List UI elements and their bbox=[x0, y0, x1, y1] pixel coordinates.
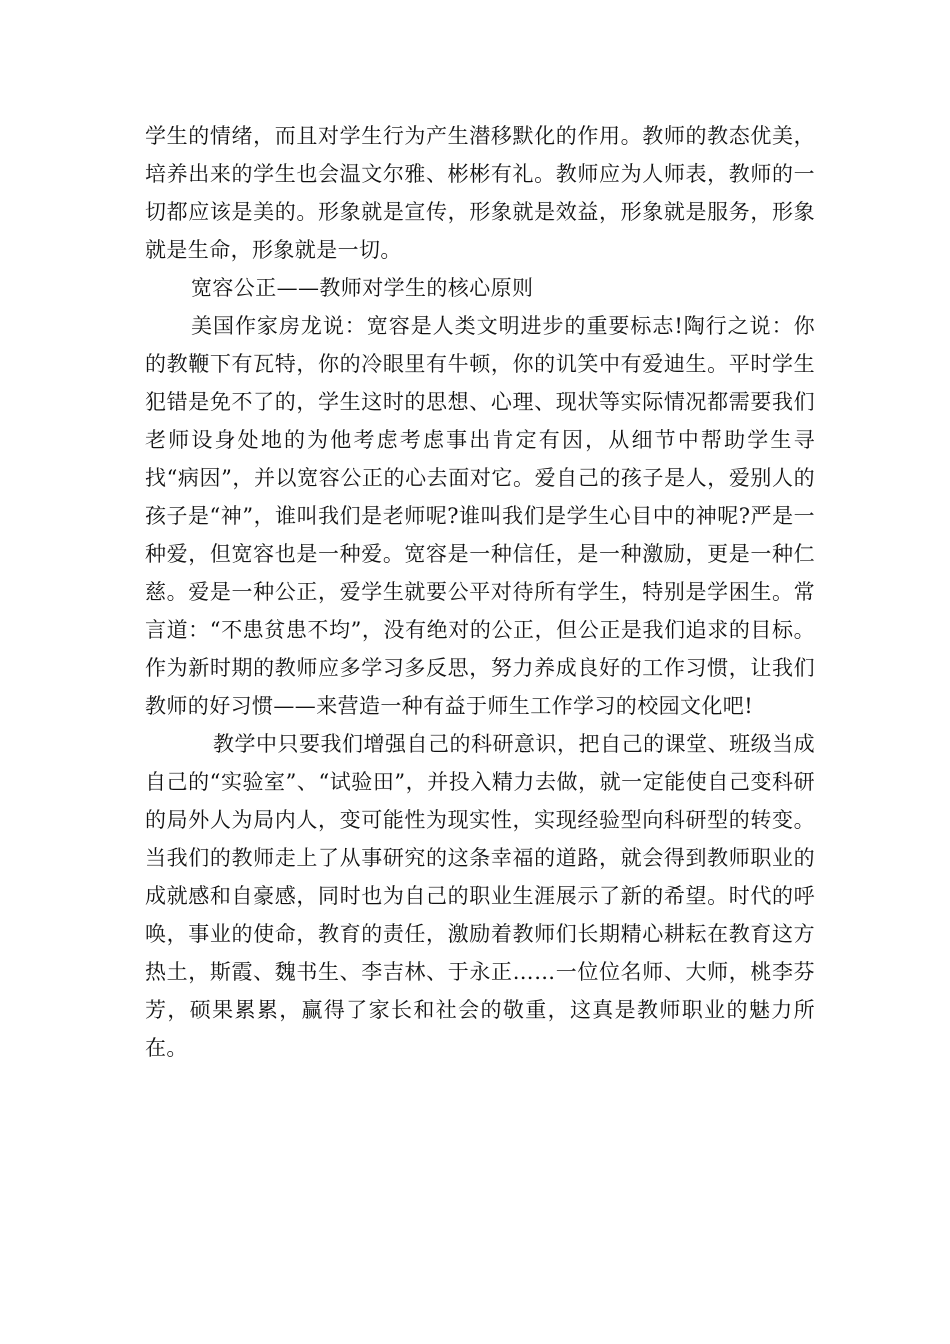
paragraph-continuation: 学生的情绪，而且对学生行为产生潜移默化的作用。教师的教态优美，培养出来的学生也会温文尔雅、彬彬有礼。教师应为人师表，教师的一切都应该是美的。形象就是宣传，形象就是效益，形象就是服务，形象就是生命，形象就是一切。 bbox=[145, 124, 815, 262]
paragraph-tolerance: 美国作家房龙说：宽容是人类文明进步的重要标志!陶行之说：你的教鞭下有瓦特，你的冷眼里有牛顿，你的讥笑中有爱迪生。平时学生犯错是免不了的，学生这时的思想、心理、现状等实际情况都需要我们老师设身处地的为他考虑考虑事出肯定有因，从细节中帮助学生寻找“病因”，并以宽容公正的心去面对它。爱自己的孩子是人，爱别人的孩子是“神”，谁叫我们是老师呢?谁叫我们是学生心目中的神呢?严是一种爱，但宽容也是一种爱。宽容是一种信任，是一种激励，更是一种仁慈。爱是一种公正，爱学生就要公平对待所有学生，特别是学困生。常言道：“不患贫患不均”，没有绝对的公正，但公正是我们追求的目标。作为新时期的教师应多学习多反思，努力养成良好的工作习惯，让我们教师的好习惯——来营造一种有益于师生工作学习的校园文化吧! bbox=[145, 314, 815, 718]
document-body bbox=[145, 117, 815, 1067]
paragraph-research: 教学中只要我们增强自己的科研意识，把自己的课堂、班级当成自己的“实验室”、“试验田”，并投入精力去做，就一定能使自己变科研的局外人为局内人，变可能性为现实性，实现经验型向科研型的转变。当我们的教师走上了从事研究的这条幸福的道路，就会得到教师职业的成就感和自豪感，同时也为自己的职业生涯展示了新的希望。时代的呼唤，事业的使命，教育的责任，激励着教师们长期精心耕耘在教育这方热土，斯霞、魏书生、李吉林、于永正……一位位名师、大师，桃李芬芳，硕果累累，赢得了家长和社会的敬重，这真是教师职业的魅力所在。 bbox=[145, 732, 815, 1060]
section-heading: 宽容公正——教师对学生的核心原则 bbox=[191, 276, 534, 300]
